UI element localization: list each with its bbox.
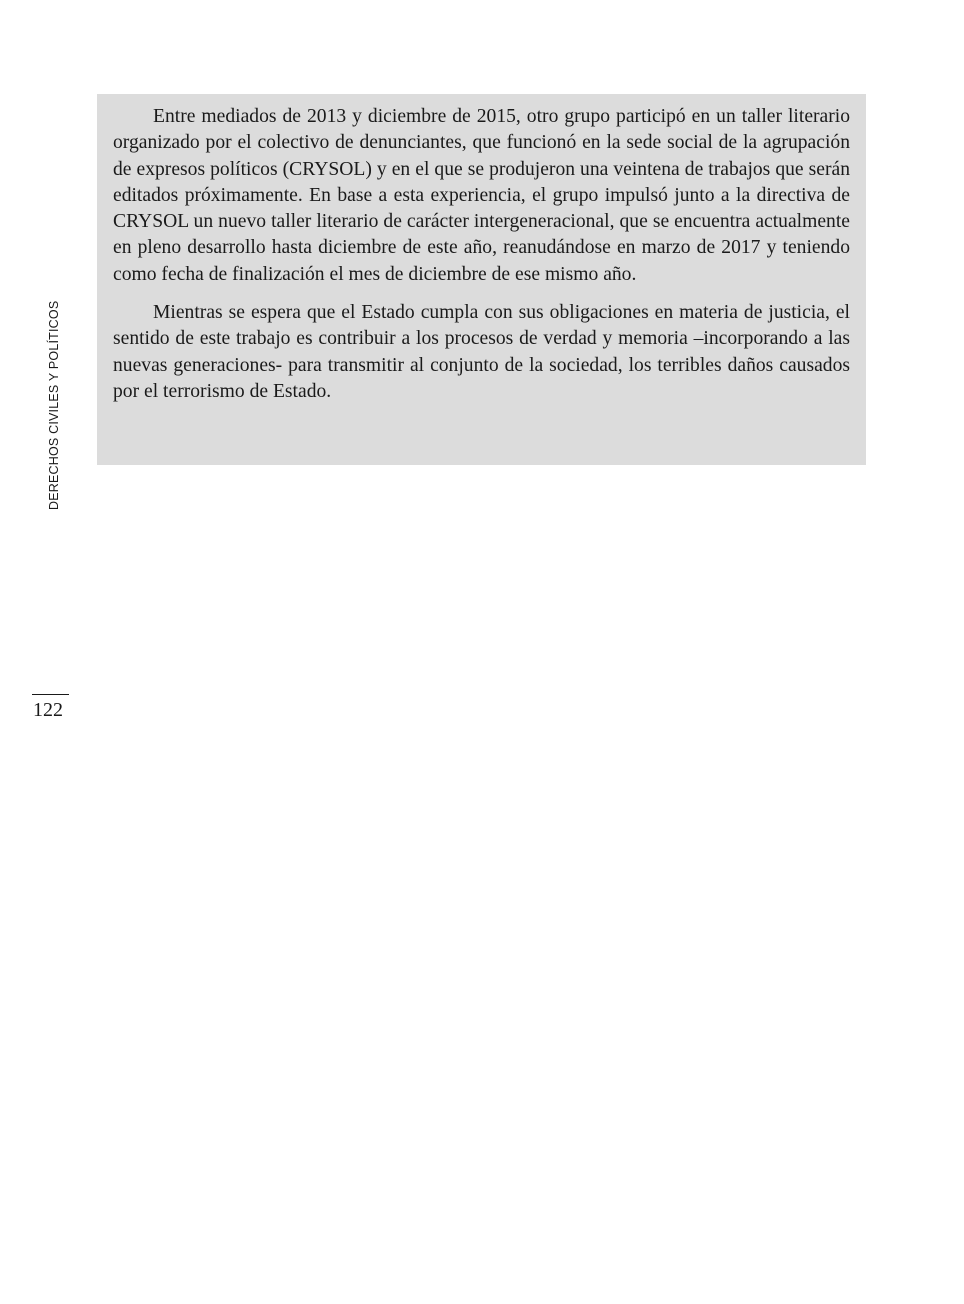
page-number: 122 bbox=[33, 699, 63, 721]
page-number-rule bbox=[32, 694, 69, 695]
paragraph-taller-literario: Entre mediados de 2013 y diciembre de 2015, otro grupo participó en un taller literario organizado por el colectivo de denunciantes, que funcionó en la sede social de la agrupación de expresos políticos (CRYSOL) y en el que se produjeron una veintena de trabajos que serán editados próximamente. En base a esta experiencia, el grupo impulsó junto a la directiva de CRYSOL un nuevo taller literario de carácter intergeneracional, que se encuentra actualmente en pleno desarrollo hasta diciembre de este año, reanudándose en marzo de 2017 y teniendo como fecha de finalización el mes de diciembre de ese mismo año. bbox=[113, 106, 850, 285]
paragraph-memoria: Mientras se espera que el Estado cumpla con sus obligaciones en materia de justicia, el sentido de este trabajo es contribuir a los procesos de verdad y memoria –incorporando a las nuevas generaciones- para transmitir al conjunto de la sociedad, los terribles daños causados por el terrorismo de Estado. bbox=[113, 302, 850, 402]
highlighted-text-box bbox=[97, 94, 866, 465]
section-running-header: DERECHOS CIVILES Y POLÍTICOS bbox=[47, 300, 61, 510]
